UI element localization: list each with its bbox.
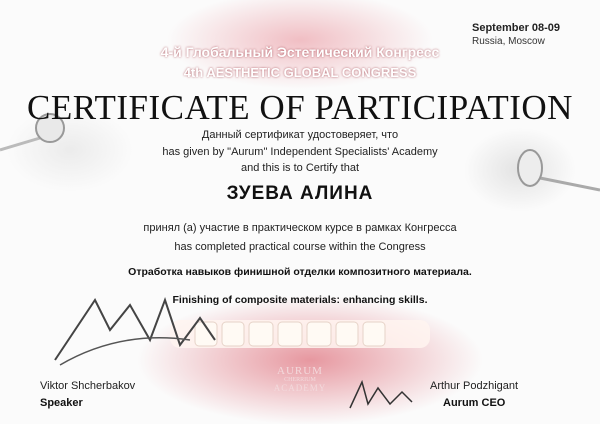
logo-academy: ACADEMY [273,383,327,393]
event-date: September 08-09 [472,22,561,34]
teeth-decoration [170,320,430,348]
intro-line-ru: Данный сертификат удостоверяет, что [201,129,399,141]
recipient-name: ЗУЕВА АЛИНА [226,183,374,204]
ceo-role: Aurum CEO [443,397,506,409]
ceo-name: Arthur Podzhigant [430,380,519,392]
participation-line-ru: принял (а) участие в практическом курсе в рамках Конгресса [143,222,457,234]
ceo-signature-icon [350,382,412,408]
event-location: Russia, Moscow [472,36,545,47]
participation-line-en: has completed practical course within the Congress [174,241,426,253]
logo-sub: CHERRIUM [284,377,316,383]
speaker-name: Viktor Shcherbakov [40,380,136,392]
speaker-role: Speaker [40,397,83,409]
course-title-ru: Отработка навыков финишной отделки композитного материала. [128,266,472,278]
certificate-title: CERTIFICATE OF PARTICIPATION [27,88,573,127]
congress-title-ru: 4-й Глобальный Эстетический Конгресс [160,44,440,60]
academy-logo-icon [255,345,345,420]
intro-line-en2: and this is to Certify that [241,162,359,174]
intro-line-en1: has given by "Aurum" Independent Specialists' Academy [162,146,438,158]
logo-name: AURUM [277,365,323,377]
course-title-en: Finishing of composite materials: enhancing skills. [172,294,428,306]
congress-title-en: 4th AESTHETIC GLOBAL CONGRESS [183,65,417,80]
